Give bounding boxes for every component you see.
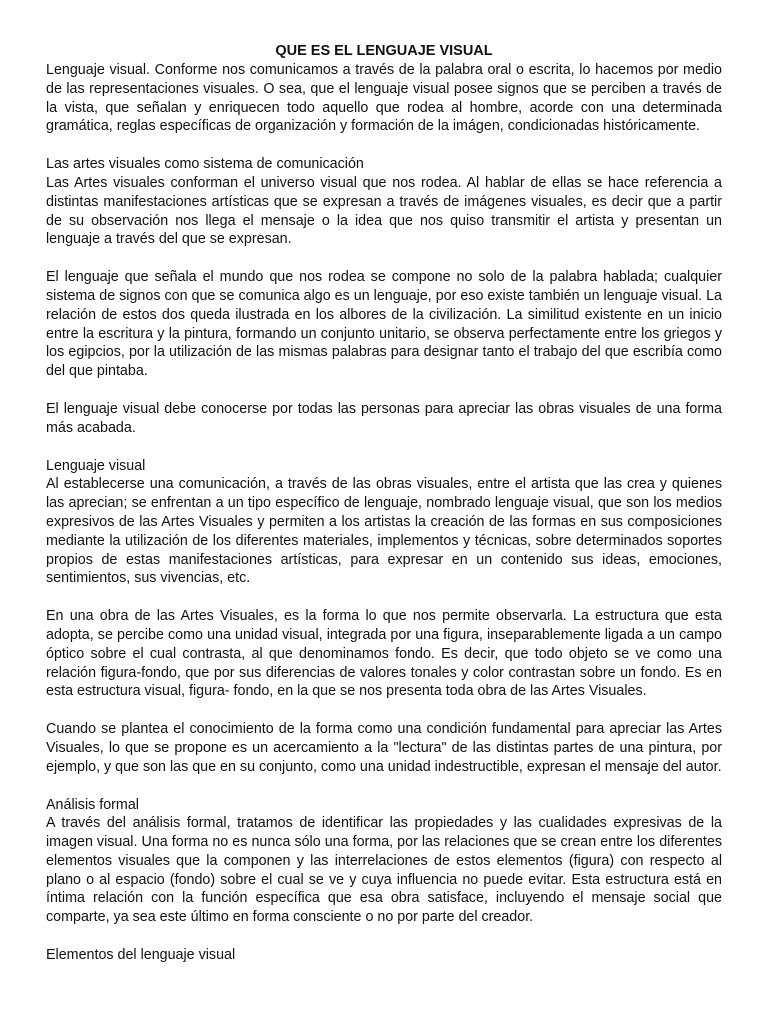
section-heading: Análisis formal bbox=[46, 796, 139, 813]
section-analisis-formal bbox=[46, 796, 722, 928]
paragraph-text: Las Artes visuales conforman el universo visual que nos rodea. Al hablar de ellas se hace referencia a distintas manifestaciones artísticas que se expresan a través de imágenes visuales, es decir que a partir de su observación nos llega el mensaje o la idea que nos quiso transmitir el artista y presentan un lenguaje a través del que se expresan. bbox=[46, 174, 722, 248]
section-heading: Las artes visuales como sistema de comunicación bbox=[46, 156, 364, 173]
paragraph-conocerse: El lenguaje visual debe conocerse por todas las personas para apreciar las obras visuales de una forma más acabada. bbox=[46, 400, 722, 436]
paragraph-text: Al establecerse una comunicación, a través de las obras visuales, entre el artista que las crea y quienes las aprecian; se enfrentan a un tipo específico de lenguaje, nombrado lenguaje visual, que son los medios expresivos de las Artes Visuales y permiten a los artistas la creación de las formas en sus composiciones mediante la utilización de los diferentes materiales, implementos y técnicas, sobre determinados soportes propios de estas manifestaciones artísticas, para expresar en un contenido sus ideas, emociones, sentimientos, sus vivencias, etc. bbox=[46, 476, 722, 587]
paragraph-text: A través del análisis formal, tratamos de identificar las propiedades y las cualidades expresivas de la imagen visual. Una forma no es nunca sólo una forma, por las relaciones que se crean entre los diferentes elementos visuales que la componen y las interrelaciones de estos elementos (figura) con respecto al plano o al espacio (fondo) sobre el cual se ve y cuya influencia no puede evitar. Esta estructura está en íntima relación con la función específica que esa obra satisface, incluyendo el mensaje social que comparte, ya sea este último en forma consciente o no por parte del creador. bbox=[46, 815, 722, 926]
paragraph-lenguaje-mundo: El lenguaje que señala el mundo que nos rodea se compone no solo de la palabra hablada; cualquier sistema de signos con que se comunica algo es un lenguaje, por eso existe también un lenguaje visual. La relación de estos dos queda ilustrada en los albores de la civilización. La similitud existente en un inicio entre la escritura y la pintura, formando un conjunto unitario, se observa perfectamente entre los griegos y los egipcios, por la utilización de las mismas palabras para designar tanto el trabajo del que escribía como del que pintaba. bbox=[46, 269, 722, 380]
section-elementos bbox=[46, 946, 722, 965]
paragraph-intro: Lenguaje visual. Conforme nos comunicamos a través de la palabra oral o escrita, lo hacemos por medio de las representaciones visuales. O sea, que el lenguaje visual posee signos que se perciben a través de la vista, que señalan y enriquecen todo aquello que rodea al hombre, acorde con una determinada gramática, reglas específicas de organización y formación de la imágen, condicionadas históricamente. bbox=[46, 62, 722, 135]
section-heading: Elementos del lenguaje visual bbox=[46, 947, 236, 964]
paragraph-conocimiento: Cuando se plantea el conocimiento de la forma como una condición fundamental para apreciar las Artes Visuales, lo que se propone es un acercamiento a la "lectura" de las distintas partes de una pintura, por ejemplo, y que son las que en su conjunto, como una unidad indestructible, expresan el mensaje del autor. bbox=[46, 721, 722, 775]
section-artes-visuales bbox=[46, 155, 722, 249]
section-lenguaje-visual bbox=[46, 457, 722, 589]
paragraph-forma: En una obra de las Artes Visuales, es la forma lo que nos permite observarla. La estructura que esta adopta, se percibe como una unidad visual, integrada por una figura, inseparablemente ligada a un campo óptico sobre el cual contrasta, al que denominamos fondo. Es decir, que todo objeto se ve como una relación figura-fondo, que por sus diferencias de valores tonales y color contrastan sobre un fondo. Es en esta estructura visual, figura- fondo, en la que se nos presenta toda obra de las Artes Visuales. bbox=[46, 608, 722, 700]
document-title: QUE ES EL LENGUAJE VISUAL bbox=[275, 43, 493, 59]
section-heading: Lenguaje visual bbox=[46, 457, 146, 474]
